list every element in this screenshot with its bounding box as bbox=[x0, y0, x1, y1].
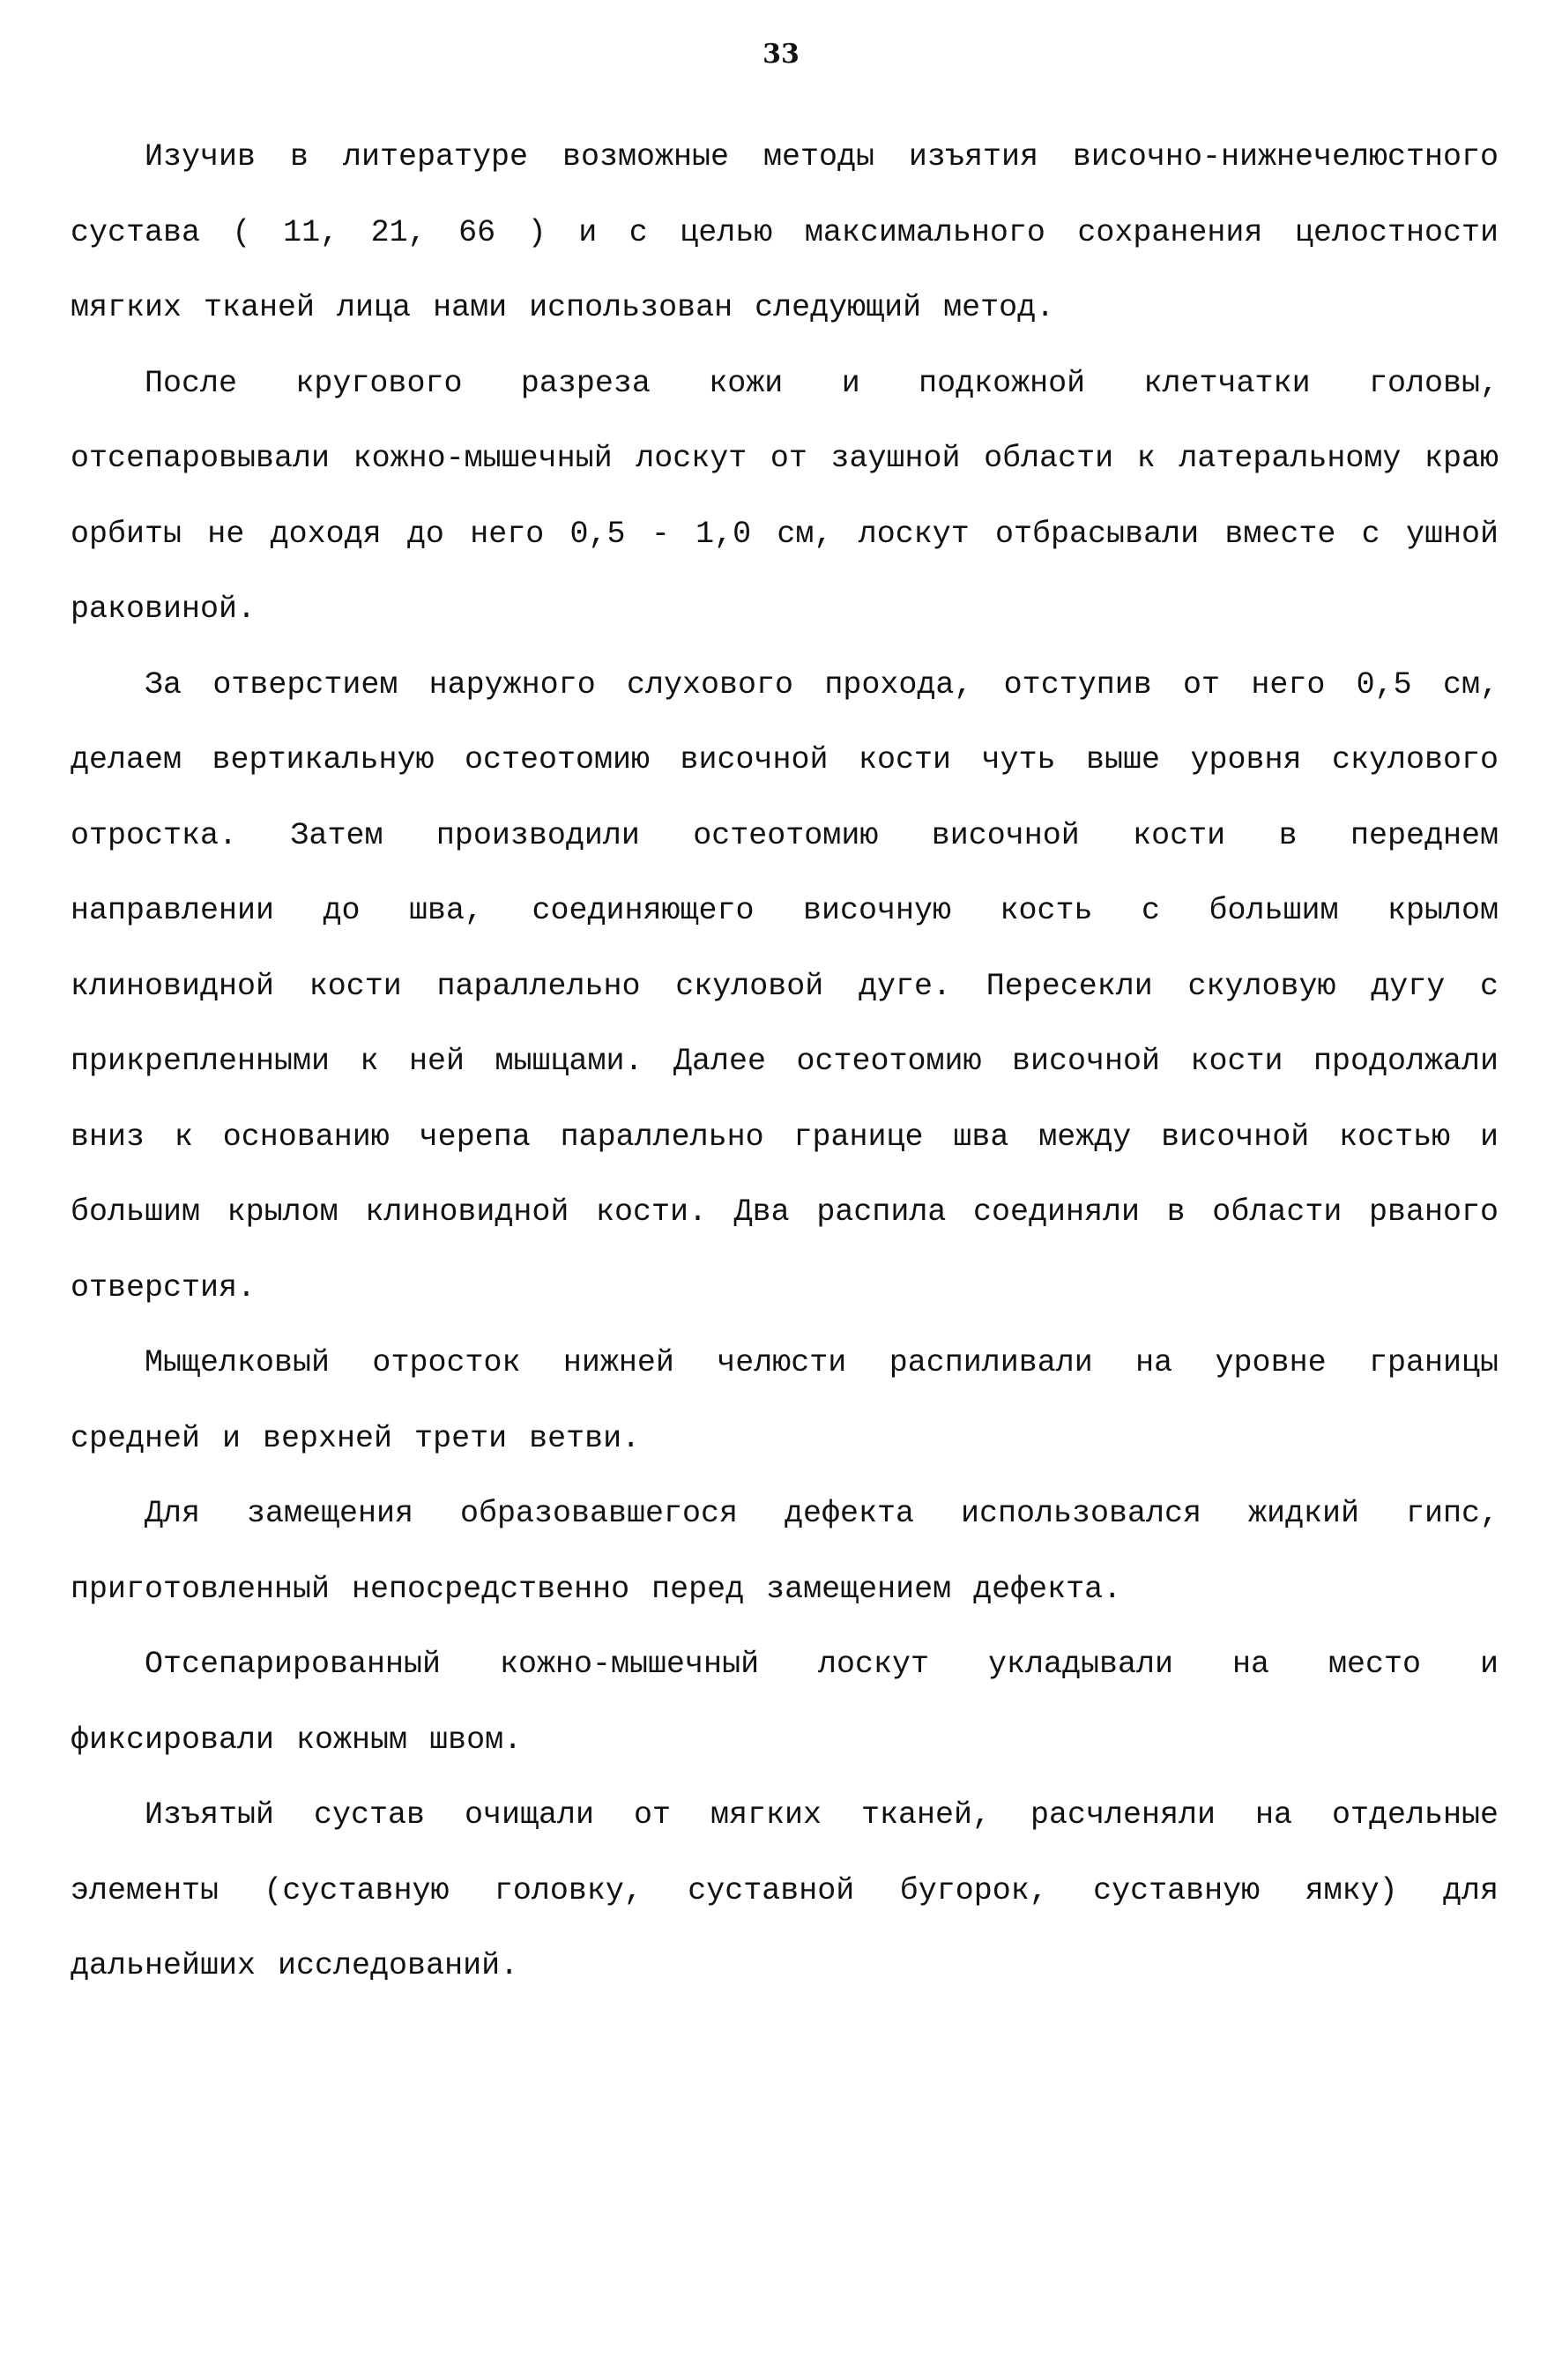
paragraph-joint-processing: Изъятый сустав очищали от мягких тканей, расчленяли на отдельные элементы (суставную головку, суставной бугорок, суставную ямку) для дальнейших исследований. bbox=[71, 1797, 1499, 1983]
paragraph-osteotomy: За отверстием наружного слухового прохода, отступив от него 0,5 см, делаем вертикальную остеотомию височной кости чуть выше уровня скулового отростка. Затем производили остеотомию височной кости в переднем направлении до шва, соединяющего височную кость с большим крылом клиновидной кости параллельно скуловой дуге. Пересекли скуловую дугу с прикрепленными к ней мышцами. Далее остеотомию височной кости продолжали вниз к основанию черепа параллельно границе шва между височной костью и большим крылом клиновидной кости. Два распила соединяли в области рваного отверстия. bbox=[71, 666, 1499, 1305]
page-number: 33 bbox=[762, 39, 800, 70]
paragraph-method-intro: Изучив в литературе возможные методы изъятия височно-нижнечелюстного сустава ( 11, 21, 66 ) и с целью максимального сохранения целостности мягких тканей лица нами использован следующий метод. bbox=[71, 139, 1499, 325]
paragraph-incision: После кругового разреза кожи и подкожной клетчатки головы, отсепаровывали кожно-мышечный лоскут от заушной области к латеральному краю орбиты не доходя до него 0,5 - 1,0 см, лоскут отбрасывали вместе с ушной раковиной. bbox=[71, 365, 1499, 627]
paragraph-defect-replacement: Для замещения образовавшегося дефекта использовался жидкий гипс, приготовленный непосредственно перед замещением дефекта. bbox=[71, 1496, 1499, 1607]
paragraph-condylar-process: Мыщелковый отросток нижней челюсти распиливали на уровне границы средней и верхней трети ветви. bbox=[71, 1345, 1499, 1456]
paragraph-flap-fixation: Отсепарированный кожно-мышечный лоскут укладывали на место и фиксировали кожным швом. bbox=[71, 1647, 1499, 1758]
document-body bbox=[71, 120, 1499, 2004]
